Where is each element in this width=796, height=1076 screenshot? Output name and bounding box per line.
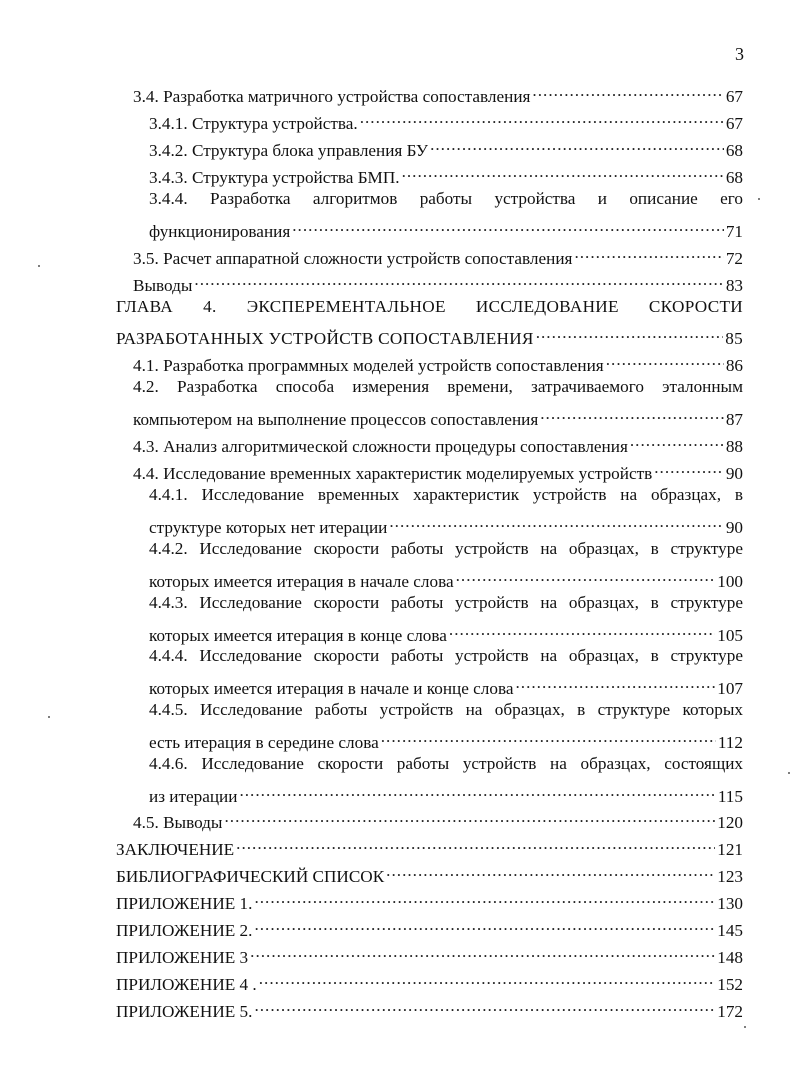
toc-entry-title: 4.2. Разработка способа измерения времени, затрачиваемого эталонным: [133, 377, 743, 396]
toc-leader-dots: [259, 968, 715, 990]
toc-entry-page: 85: [725, 329, 743, 348]
toc-leader-dots: [254, 995, 715, 1017]
toc-entry-page: 67: [725, 87, 743, 106]
toc-entry: [116, 968, 743, 996]
toc-entry-title: 4.4.6. Исследование скорости работы устройств на образцах, состоящих: [149, 754, 743, 773]
toc-entry-title: ПРИЛОЖЕНИЕ 5.: [116, 1002, 253, 1021]
toc-entry: [116, 941, 743, 969]
toc-entry-page: 112: [717, 733, 743, 752]
toc-entry-title: 3.4.2. Структура блока управления БУ: [149, 141, 429, 160]
toc-entry: [116, 887, 743, 915]
scan-speck: [744, 1026, 746, 1028]
toc-leader-dots: [254, 914, 715, 936]
toc-entry-continuation: [149, 619, 743, 647]
toc-entry: [116, 860, 743, 888]
toc-entry-title: 4.5. Выводы: [133, 813, 223, 832]
toc-entry-page: 148: [717, 948, 743, 967]
scan-speck: [38, 265, 40, 267]
toc-entry: [149, 753, 743, 775]
toc-entry-title: ПРИЛОЖЕНИЕ 3: [116, 948, 249, 967]
toc-entry-title: ПРИЛОЖЕНИЕ 2.: [116, 921, 253, 940]
toc-entry-title: 3.5. Расчет аппаратной сложности устройств сопоставления: [133, 249, 573, 268]
toc-entry: [149, 484, 743, 506]
toc-leader-dots: [292, 215, 724, 237]
toc-entry: [116, 914, 743, 942]
toc-entry-title: 4.1. Разработка программных моделей устройств сопоставления: [133, 356, 604, 375]
toc-entry-page: 87: [725, 410, 743, 429]
scan-speck: [48, 716, 50, 718]
toc-entry-page: 152: [717, 975, 743, 994]
toc-entry-title: 4.4.2. Исследование скорости работы устройств на образцах, в структуре: [149, 539, 743, 558]
toc-entry-title: 4.4. Исследование временных характеристик моделируемых устройств: [133, 464, 653, 483]
toc-entry-continuation: [149, 780, 743, 808]
toc-leader-dots: [194, 269, 723, 291]
toc-entry-page: 172: [717, 1002, 743, 1021]
toc-entry: [149, 645, 743, 667]
toc-leader-dots: [606, 349, 724, 371]
toc-entry-continuation: [116, 322, 743, 350]
toc-entry-title: структуре которых нет итерации: [149, 518, 388, 537]
toc-entry-title: 3.4.1. Структура устройства.: [149, 114, 358, 133]
toc-leader-dots: [239, 780, 715, 802]
toc-entry: [133, 806, 743, 834]
toc-leader-dots: [532, 80, 723, 102]
toc-entry-title: функционирования: [149, 222, 291, 241]
toc-entry: [149, 592, 743, 614]
toc-entry-title: БИБЛИОГРАФИЧЕСКИЙ СПИСОК: [116, 867, 385, 886]
toc-leader-dots: [515, 672, 715, 694]
toc-entry: [133, 430, 743, 458]
toc-entry-title: 3.4.4. Разработка алгоритмов работы устройства и описание его: [149, 189, 743, 208]
toc-leader-dots: [224, 806, 715, 828]
toc-leader-dots: [574, 242, 723, 264]
toc-entry-page: 107: [717, 679, 743, 698]
toc-entry-continuation: [149, 511, 743, 539]
toc-entry: [116, 995, 743, 1023]
toc-entry: [133, 376, 743, 398]
toc-entry-title: 4.4.3. Исследование скорости работы устройств на образцах, в структуре: [149, 593, 743, 612]
toc-entry-title: которых имеется итерация в конце слова: [149, 626, 447, 645]
toc-entry-title: РАЗРАБОТАННЫХ УСТРОЙСТВ СОПОСТАВЛЕНИЯ: [116, 329, 534, 348]
toc-entry-page: 68: [725, 141, 743, 160]
toc-leader-dots: [254, 887, 715, 909]
toc-entry-title: ПРИЛОЖЕНИЕ 1.: [116, 894, 253, 913]
toc-entry: [149, 699, 743, 721]
toc-leader-dots: [386, 860, 715, 882]
toc-entry-page: 130: [717, 894, 743, 913]
toc-entry-continuation: [149, 565, 743, 593]
toc-entry-title: есть итерация в середине слова: [149, 733, 379, 752]
scan-speck: [758, 198, 760, 200]
toc-entry-page: 67: [725, 114, 743, 133]
toc-leader-dots: [430, 134, 724, 156]
toc-leader-dots: [381, 726, 716, 748]
toc-entry-page: 145: [717, 921, 743, 940]
toc-entry-page: 115: [717, 787, 743, 806]
toc-entry: [149, 134, 743, 162]
toc-entry-continuation: [133, 403, 743, 431]
toc-leader-dots: [402, 161, 724, 183]
toc-entry: [133, 269, 743, 297]
toc-entry-page: 68: [725, 168, 743, 187]
toc-leader-dots: [654, 457, 724, 479]
toc-entry-continuation: [149, 726, 743, 754]
toc-entry-page: 71: [725, 222, 743, 241]
toc-entry-page: 72: [725, 249, 743, 268]
scan-speck: [788, 772, 790, 774]
toc-entry-title: ГЛАВА 4. ЭКСПЕРЕМЕНТАЛЬНОЕ ИССЛЕДОВАНИЕ СКОРОСТИ: [116, 297, 743, 316]
toc-entry-page: 100: [717, 572, 743, 591]
toc-entry-title: 3.4. Разработка матричного устройства сопоставления: [133, 87, 531, 106]
toc-entry-page: 121: [717, 840, 743, 859]
toc-entry: [149, 161, 743, 189]
toc-chapter-heading: [116, 296, 743, 318]
toc-entry-title: которых имеется итерация в начале и конце слова: [149, 679, 514, 698]
toc-leader-dots: [456, 565, 716, 587]
toc-entry-continuation: [149, 215, 743, 243]
toc-entry-title: Выводы: [133, 276, 193, 295]
toc-entry: [133, 349, 743, 377]
toc-entry: [149, 188, 743, 210]
toc-entry-page: 83: [725, 276, 743, 295]
toc-leader-dots: [236, 833, 715, 855]
toc-leader-dots: [449, 619, 715, 641]
toc-entry: [133, 242, 743, 270]
toc-leader-dots: [360, 107, 724, 129]
toc-entry-title: которых имеется итерация в начале слова: [149, 572, 454, 591]
toc-entry-continuation: [149, 672, 743, 700]
toc-entry-title: ПРИЛОЖЕНИЕ 4 .: [116, 975, 257, 994]
toc-entry: [133, 80, 743, 108]
toc-entry-title: компьютером на выполнение процессов сопоставления: [133, 410, 539, 429]
toc-entry-page: 123: [717, 867, 743, 886]
toc-entry-page: 90: [725, 464, 743, 483]
toc-entry-title: 4.3. Анализ алгоритмической сложности процедуры сопоставления: [133, 437, 628, 456]
toc-leader-dots: [389, 511, 723, 533]
toc-entry-page: 105: [717, 626, 743, 645]
toc-entry-page: 86: [725, 356, 743, 375]
toc-leader-dots: [536, 322, 724, 344]
toc-leader-dots: [540, 403, 724, 425]
toc-entry: [149, 538, 743, 560]
toc-leader-dots: [630, 430, 724, 452]
toc-entry-title: ЗАКЛЮЧЕНИЕ: [116, 840, 235, 859]
page-number: 3: [735, 44, 744, 64]
toc-leader-dots: [250, 941, 715, 963]
toc-entry-page: 88: [725, 437, 743, 456]
toc-entry-title: из итерации: [149, 787, 238, 806]
toc-entry-title: 4.4.5. Исследование работы устройств на образцах, в структуре которых: [149, 700, 743, 719]
toc-entry-page: 90: [725, 518, 743, 537]
toc-entry-title: 4.4.1. Исследование временных характеристик устройств на образцах, в: [149, 485, 743, 504]
toc-entry-page: 120: [717, 813, 743, 832]
toc-entry-title: 3.4.3. Структура устройства БМП.: [149, 168, 400, 187]
toc-entry-title: 4.4.4. Исследование скорости работы устройств на образцах, в структуре: [149, 646, 743, 665]
toc-entry: [149, 107, 743, 135]
toc-entry: [133, 457, 743, 485]
toc-entry: [116, 833, 743, 861]
